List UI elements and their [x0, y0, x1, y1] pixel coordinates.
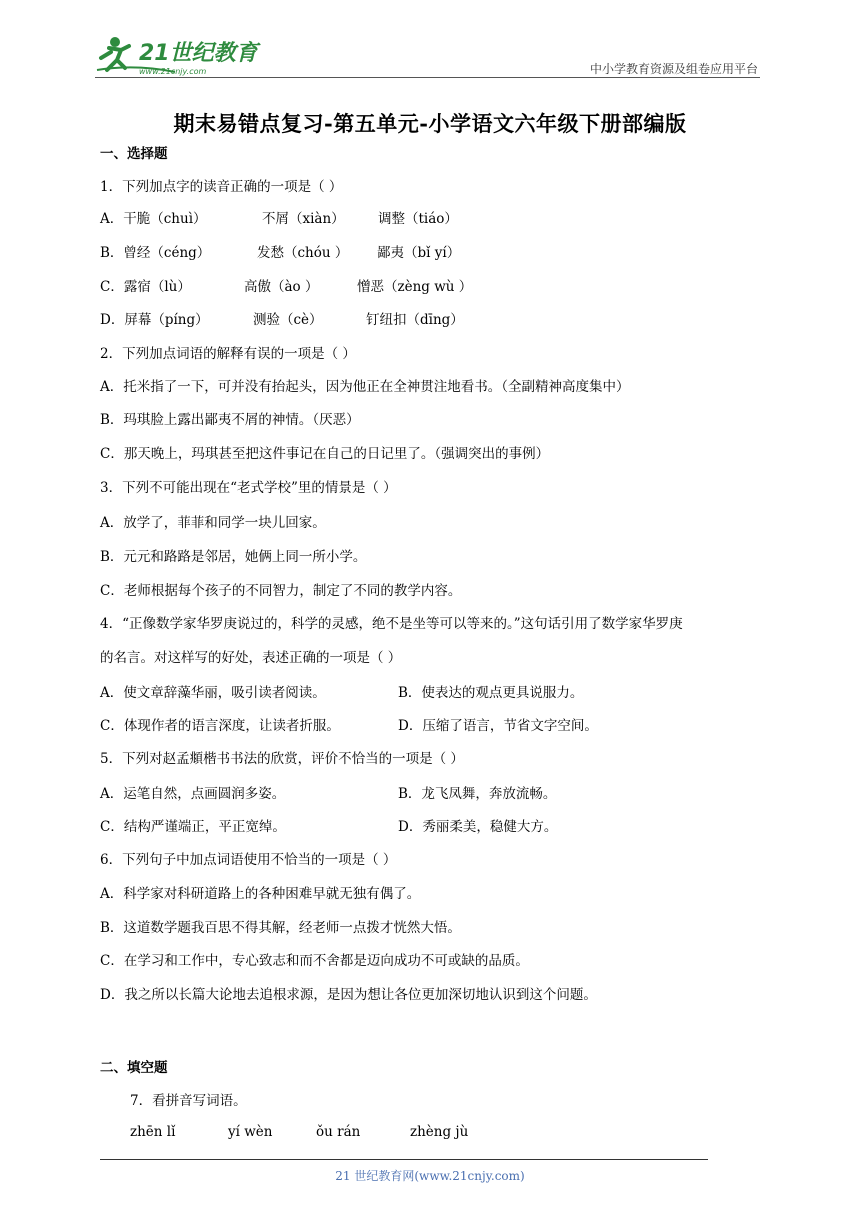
question-stem: 5．下列对赵孟頫楷书书法的欣赏，评价不恰当的一项是（ ）	[100, 751, 464, 767]
question-stem: 6．下列句子中加点词语使用不恰当的一项是（ ）	[100, 852, 397, 868]
question-stem-cont: 的名言。对这样写的好处，表述正确的一项是（ ）	[100, 650, 402, 666]
pinyin-4: zhèng jù	[410, 1124, 469, 1140]
footer-divider	[100, 1159, 708, 1160]
option-a: A．运笔自然，点画圆润多姿。	[100, 786, 286, 802]
question-stem: 7．看拼音写词语。	[130, 1093, 247, 1109]
option-b: B．使表达的观点更具说服力。	[398, 685, 584, 701]
logo-runner-icon	[101, 46, 129, 70]
section-heading: 一、选择题	[100, 146, 168, 162]
option-c-3: 憎恶（zèng wù ）	[357, 279, 473, 295]
option-a: A．托米指了一下，可并没有抬起头，因为他正在全神贯注地看书。（全副精神高度集中）	[100, 379, 630, 395]
option-a-2: 不屑（xiàn）	[262, 211, 345, 227]
page-footer: 21 世纪教育网(www.21cnjy.com)	[335, 1169, 525, 1183]
option-d: D．我之所以长篇大论地去追根求源，是因为想让各位更加深切地认识到这个问题。	[100, 987, 597, 1003]
option-b: B．玛琪脸上露出鄙夷不屑的神情。（厌恶）	[100, 412, 360, 428]
option-c: C．露宿（lù）	[100, 279, 191, 295]
question-stem: 4．“正像数学家华罗庚说过的，科学的灵感，绝不是坐等可以等来的。”这句话引用了数学家华罗庚	[100, 616, 683, 632]
pinyin-2: yí wèn	[228, 1124, 273, 1140]
logo-text: 21世纪教育	[139, 41, 258, 66]
logo-url: www.21cnjy.com	[139, 67, 207, 76]
option-b: B．龙飞凤舞，奔放流畅。	[398, 786, 557, 802]
option-a-3: 调整（tiáo）	[378, 211, 458, 227]
option-a: A．使文章辞藻华丽，吸引读者阅读。	[100, 685, 326, 701]
option-d-3: 钉纽扣（dīng）	[366, 312, 464, 328]
option-b: B．曾经（céng）	[100, 245, 211, 261]
option-b-3: 鄙夷（bǐ yí）	[377, 245, 461, 261]
option-c: C．老师根据每个孩子的不同智力，制定了不同的教学内容。	[100, 583, 462, 599]
option-c: C．在学习和工作中，专心致志和而不舍都是迈向成功不可或缺的品质。	[100, 953, 529, 969]
question-stem: 2．下列加点词语的解释有误的一项是（ ）	[100, 346, 356, 362]
option-d-2: 测验（cè）	[253, 312, 323, 328]
option-a: A．放学了，菲菲和同学一块儿回家。	[100, 515, 326, 531]
option-b: B．这道数学题我百思不得其解，经老师一点拨才恍然大悟。	[100, 920, 461, 936]
option-c: C．结构严谨端正，平正宽绰。	[100, 819, 286, 835]
option-b-2: 发愁（chóu ）	[257, 245, 349, 261]
option-c: C．体现作者的语言深度，让读者折服。	[100, 718, 340, 734]
pinyin-3: ǒu rán	[316, 1124, 361, 1140]
logo-runner-head	[110, 37, 120, 47]
page-title: 期末易错点复习-第五单元-小学语文六年级下册部编版	[173, 111, 687, 136]
option-d: D．屏幕（píng）	[100, 312, 209, 328]
option-a: A．科学家对科研道路上的各种困难早就无独有偶了。	[100, 886, 421, 902]
option-d: D．压缩了语言，节省文字空间。	[398, 718, 598, 734]
header-divider	[95, 77, 760, 78]
pinyin-1: zhēn lǐ	[130, 1124, 176, 1140]
question-stem: 1．下列加点字的读音正确的一项是（ ）	[100, 179, 343, 195]
question-stem: 3．下列不可能出现在“老式学校”里的情景是（ ）	[100, 480, 397, 496]
option-c: C．那天晚上，玛琪甚至把这件事记在自己的日记里了。（强调突出的事例）	[100, 446, 550, 462]
option-a: A．干脆（chuì）	[100, 211, 207, 227]
page-header	[95, 30, 760, 80]
section-heading: 二、填空题	[100, 1060, 168, 1076]
option-d: D．秀丽柔美，稳健大方。	[398, 819, 558, 835]
platform-name: 中小学教育资源及组卷应用平台	[589, 62, 758, 76]
option-c-2: 高傲（ào ）	[244, 279, 319, 295]
logo	[95, 34, 275, 78]
option-b: B．元元和路路是邻居，她俩上同一所小学。	[100, 549, 367, 565]
